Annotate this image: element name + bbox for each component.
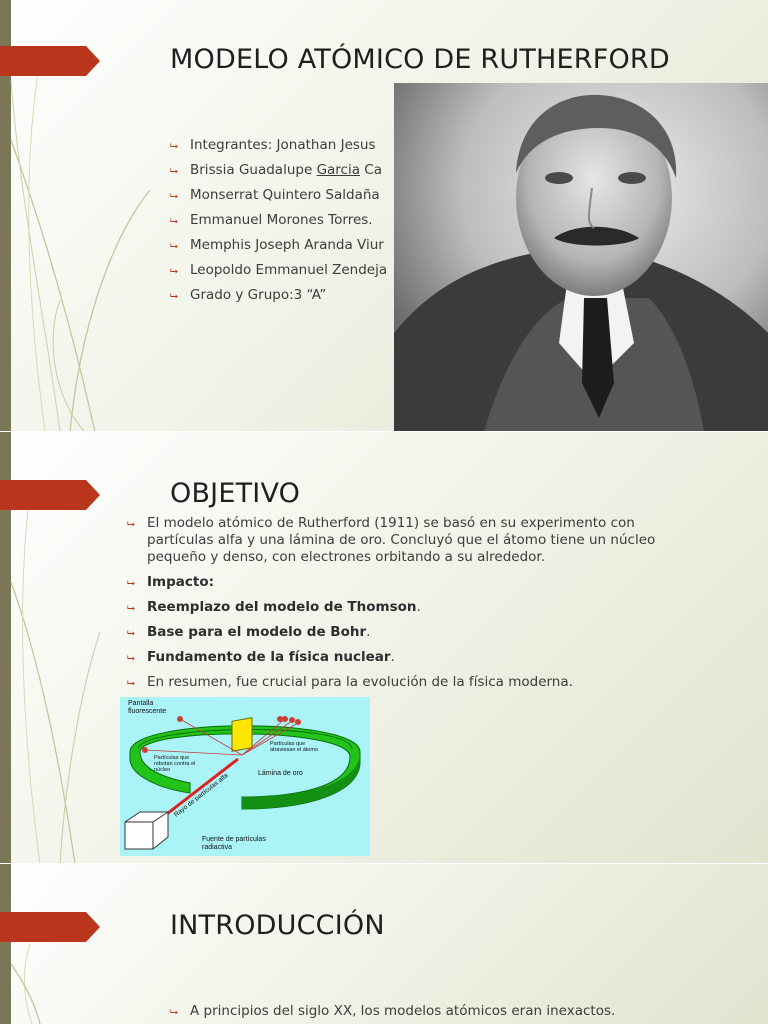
bullet-icon: ⮡ [127, 578, 135, 589]
slide-3 [0, 864, 768, 1024]
bullet-icon: ⮡ [127, 628, 135, 639]
slide-2 [0, 432, 768, 864]
portrait-photo [394, 83, 768, 432]
list-item: ⮡ Brissia Guadalupe Garcia Ca [170, 162, 382, 178]
list-item: ⮡ Monserrat Quintero Saldaña [170, 187, 380, 203]
bullet-icon: ⮡ [170, 141, 178, 152]
title-banner [0, 912, 100, 942]
bullet-icon: ⮡ [170, 266, 178, 277]
list-item: ⮡ El modelo atómico de Rutherford (1911) se basó en su experimento con partículas alfa y una lámina de oro. Concluyó que el átomo tiene un núcleo pequeño y denso, con electrones orbitando a su alrededor. [127, 515, 656, 565]
diagram-label-through: Partículas que atraviesan el átomo [270, 741, 318, 753]
title-banner [0, 480, 100, 510]
bullet-icon: ⮡ [170, 191, 178, 202]
slide-title: INTRODUCCIÓN [170, 910, 385, 941]
bullet-icon: ⮡ [170, 1007, 178, 1018]
bullet-icon: ⮡ [170, 166, 178, 177]
slide-title: OBJETIVO [170, 478, 301, 509]
list-item: ⮡ Fundamento de la física nuclear. [127, 649, 395, 665]
members-list [170, 137, 410, 312]
list-item: ⮡ Leopoldo Emmanuel Zendeja [170, 262, 388, 278]
list-item: ⮡ En resumen, fue crucial para la evolución de la física moderna. [127, 674, 573, 690]
diagram-label-beam: Rayo de partículas alfa [172, 772, 230, 819]
title-banner [0, 46, 100, 76]
decorative-curves [0, 864, 120, 1024]
diagram-label-bounce: Partículas que rebotan contra el núcleo [154, 755, 196, 773]
spellcheck-underlined-word: Garcia [316, 162, 360, 178]
list-item: ⮡ Impacto: [127, 574, 214, 590]
list-item: ⮡ Integrantes: Jonathan Jesus [170, 137, 376, 153]
list-item: ⮡ Base para el modelo de Bohr. [127, 624, 371, 640]
intro-list [170, 1003, 730, 1020]
diagram-label-foil: Lámina de oro [258, 770, 303, 777]
bullet-icon: ⮡ [127, 519, 135, 530]
portrait-illustration [394, 83, 768, 432]
diagram-label-screen: Pantalla fluorescente [128, 700, 167, 715]
objective-list [127, 515, 687, 699]
gold-foil-experiment-illustration [120, 697, 370, 856]
slide-1 [0, 0, 768, 432]
list-item: ⮡ A principios del siglo XX, los modelos atómicos eran inexactos. [170, 1003, 616, 1019]
bullet-icon: ⮡ [127, 603, 135, 614]
bullet-icon: ⮡ [127, 653, 135, 664]
slide-title: MODELO ATÓMICO DE RUTHERFORD [170, 44, 670, 75]
list-item: ⮡ Grado y Grupo:3 “A” [170, 287, 327, 303]
experiment-diagram [120, 697, 370, 856]
bullet-icon: ⮡ [170, 216, 178, 227]
list-item: ⮡ Emmanuel Morones Torres. [170, 212, 373, 228]
bullet-icon: ⮡ [127, 678, 135, 689]
bullet-icon: ⮡ [170, 291, 178, 302]
list-item: ⮡ Memphis Joseph Aranda Viur [170, 237, 384, 253]
diagram-label-source: Fuente de partículas radiactiva [202, 836, 266, 851]
bullet-icon: ⮡ [170, 241, 178, 252]
list-item: ⮡ Reemplazo del modelo de Thomson. [127, 599, 421, 615]
